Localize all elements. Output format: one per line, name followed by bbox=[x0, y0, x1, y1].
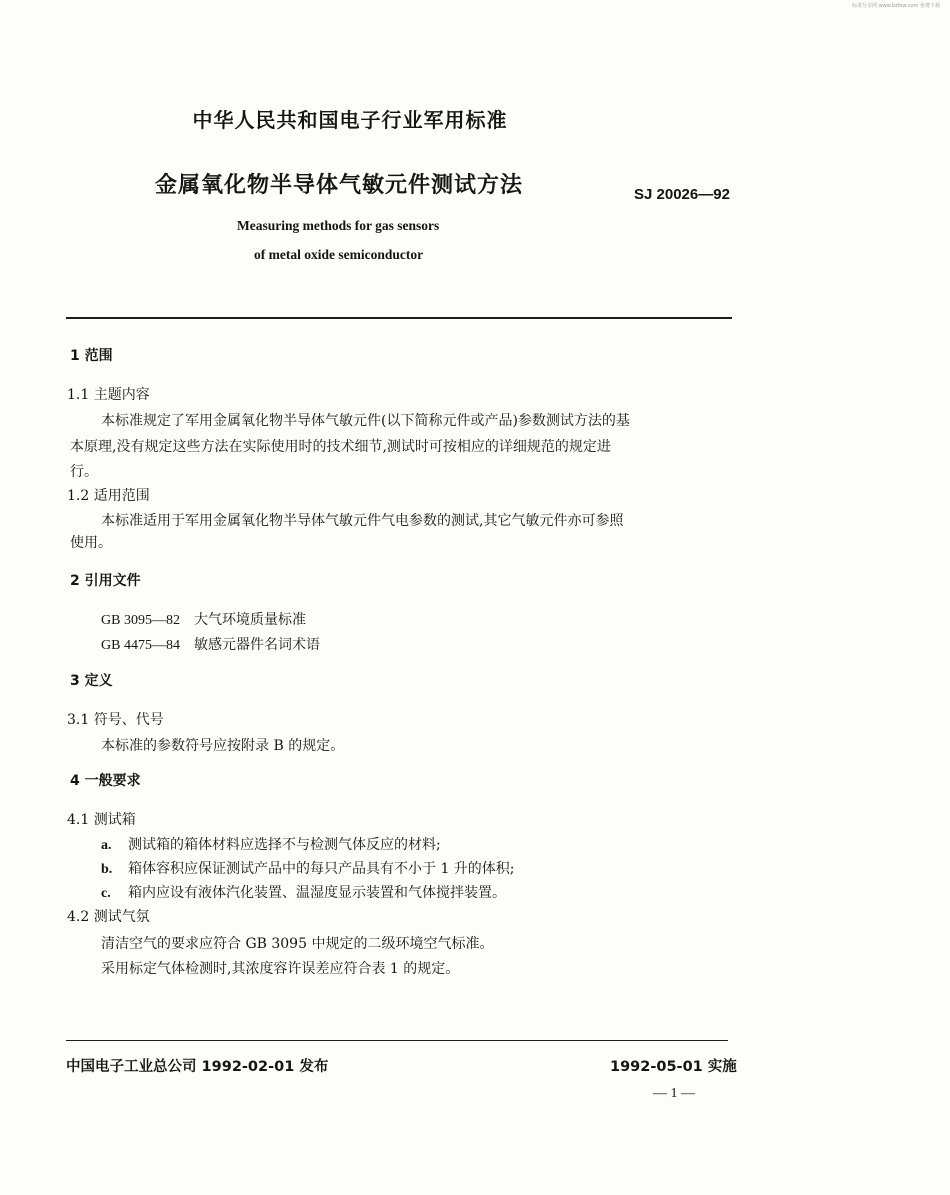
reference-code: GB 4475—84 bbox=[101, 638, 180, 653]
effective-date: 1992-05-01 实施 bbox=[610, 1059, 737, 1075]
page-number: — 1 — bbox=[653, 1086, 695, 1101]
list-item-text: 箱体容积应保证测试产品中的每只产品具有不小于 1 升的体积; bbox=[128, 861, 515, 877]
reference-name: 敏感元器件名词术语 bbox=[193, 637, 320, 653]
reference-item bbox=[101, 634, 320, 654]
list-item-letter: a. bbox=[101, 838, 112, 853]
section-4-2-heading: 4.2 测试气氛 bbox=[67, 909, 150, 925]
section-1-2-heading: 1.2 适用范围 bbox=[67, 488, 150, 504]
publisher-line: 中国电子工业总公司 1992-02-01 发布 bbox=[66, 1059, 329, 1075]
list-item bbox=[101, 858, 515, 878]
reference-name: 大气环境质量标准 bbox=[193, 612, 306, 628]
section-4-2-line: 采用标定气体检测时,其浓度容许误差应符合表 1 的规定。 bbox=[101, 961, 460, 977]
section-1-1-line: 本原理,没有规定这些方法在实际使用时的技术细节,测试时可按相应的详细规范的规定进 bbox=[70, 439, 611, 455]
section-1-2-line: 使用。 bbox=[70, 535, 112, 551]
footer-divider bbox=[66, 1040, 728, 1041]
list-item-letter: c. bbox=[101, 886, 111, 901]
section-1-2-line: 本标准适用于军用金属氧化物半导体气敏元件气电参数的测试,其它气敏元件亦可参照 bbox=[101, 513, 624, 529]
section-3-1-line: 本标准的参数符号应按附录 B 的规定。 bbox=[101, 738, 345, 754]
section-1-heading: 1 范围 bbox=[70, 348, 113, 364]
section-4-heading: 4 一般要求 bbox=[70, 773, 141, 789]
section-1-1-heading: 1.1 主题内容 bbox=[67, 387, 150, 403]
english-title-line2: of metal oxide semiconductor bbox=[254, 247, 424, 262]
section-3-1-heading: 3.1 符号、代号 bbox=[67, 712, 164, 728]
header-divider bbox=[66, 317, 732, 319]
reference-item bbox=[101, 609, 306, 629]
section-4-2-line: 清洁空气的要求应符合 GB 3095 中规定的二级环境空气标准。 bbox=[101, 936, 494, 952]
list-item bbox=[101, 882, 506, 902]
standard-code: SJ 20026—92 bbox=[634, 186, 730, 203]
list-item-text: 测试箱的箱体材料应选择不与检测气体反应的材料; bbox=[128, 837, 441, 853]
section-1-1-line: 本标准规定了军用金属氧化物半导体气敏元件(以下简称元件或产品)参数测试方法的基 bbox=[101, 413, 630, 429]
section-4-1-heading: 4.1 测试箱 bbox=[67, 812, 136, 828]
reference-code: GB 3095—82 bbox=[101, 613, 180, 628]
section-2-heading: 2 引用文件 bbox=[70, 573, 141, 589]
list-item bbox=[101, 834, 441, 854]
list-item-letter: b. bbox=[101, 862, 113, 877]
watermark: 标准分享网 www.bzfxw.com 免费下载 bbox=[852, 3, 940, 9]
section-3-heading: 3 定义 bbox=[70, 673, 113, 689]
list-item-text: 箱内应设有液体汽化装置、温湿度显示装置和气体搅拌装置。 bbox=[128, 885, 506, 901]
section-1-1-line: 行。 bbox=[70, 464, 98, 480]
document-title: 金属氧化物半导体气敏元件测试方法 bbox=[155, 173, 524, 198]
english-title-line1: Measuring methods for gas sensors bbox=[237, 218, 440, 233]
organization-title: 中华人民共和国电子行业军用标准 bbox=[192, 108, 508, 132]
